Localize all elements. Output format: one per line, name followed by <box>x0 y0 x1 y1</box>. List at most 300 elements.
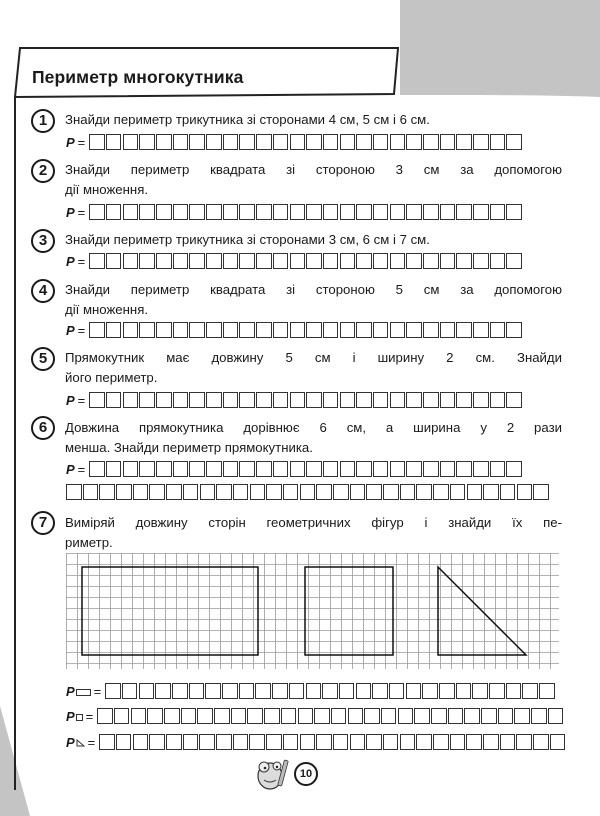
answer-cell[interactable] <box>222 683 238 699</box>
answer-cell[interactable] <box>189 134 205 150</box>
answer-cells[interactable] <box>105 683 556 699</box>
answer-cell[interactable] <box>206 322 222 338</box>
answer-cell[interactable] <box>473 204 489 220</box>
answer-cell[interactable] <box>298 708 314 724</box>
answer-cell[interactable] <box>281 708 297 724</box>
answer-cell[interactable] <box>156 134 172 150</box>
answer-cell[interactable] <box>233 734 249 750</box>
answer-cell[interactable] <box>83 484 99 500</box>
answer-cell[interactable] <box>223 204 239 220</box>
answer-cell[interactable] <box>106 253 122 269</box>
answer-cell[interactable] <box>506 322 522 338</box>
answer-cell[interactable] <box>406 204 422 220</box>
answer-cell[interactable] <box>350 734 366 750</box>
answer-cell[interactable] <box>400 484 416 500</box>
answer-cell[interactable] <box>239 204 255 220</box>
answer-cell[interactable] <box>123 461 139 477</box>
answer-cell[interactable] <box>406 683 422 699</box>
answer-cell[interactable] <box>533 484 549 500</box>
answer-cell[interactable] <box>316 484 332 500</box>
answer-cell[interactable] <box>456 392 472 408</box>
answer-cell[interactable] <box>490 253 506 269</box>
answer-cell[interactable] <box>189 461 205 477</box>
answer-cell[interactable] <box>105 683 121 699</box>
answer-cell[interactable] <box>290 134 306 150</box>
answer-cell[interactable] <box>223 134 239 150</box>
answer-cell[interactable] <box>390 461 406 477</box>
answer-cell[interactable] <box>450 734 466 750</box>
answer-cell[interactable] <box>149 734 165 750</box>
answer-cell[interactable] <box>373 322 389 338</box>
answer-cell[interactable] <box>189 392 205 408</box>
answer-cell[interactable] <box>250 484 266 500</box>
answer-cell[interactable] <box>89 134 105 150</box>
answer-cell[interactable] <box>390 322 406 338</box>
answer-cell[interactable] <box>406 392 422 408</box>
answer-cell[interactable] <box>173 134 189 150</box>
answer-cell[interactable] <box>306 683 322 699</box>
answer-cell[interactable] <box>440 461 456 477</box>
answer-cell[interactable] <box>423 461 439 477</box>
answer-cell[interactable] <box>450 484 466 500</box>
answer-cell[interactable] <box>264 708 280 724</box>
answer-cell[interactable] <box>173 204 189 220</box>
answer-cell[interactable] <box>406 134 422 150</box>
answer-cell[interactable] <box>456 253 472 269</box>
answer-cell[interactable] <box>173 322 189 338</box>
answer-cell[interactable] <box>272 683 288 699</box>
task-1-answer-row <box>66 134 523 150</box>
answer-cell[interactable] <box>472 683 488 699</box>
answer-cell[interactable] <box>156 392 172 408</box>
answer-cell[interactable] <box>372 683 388 699</box>
task-number-2: 2 <box>31 159 55 183</box>
answer-cell[interactable] <box>283 734 299 750</box>
answer-cell[interactable] <box>340 322 356 338</box>
answer-cell[interactable] <box>106 461 122 477</box>
answer-cell[interactable] <box>390 392 406 408</box>
answer-cell[interactable] <box>467 484 483 500</box>
answer-cell[interactable] <box>440 322 456 338</box>
answer-cell[interactable] <box>181 708 197 724</box>
answer-cell[interactable] <box>89 204 105 220</box>
task-4-line-1: Знайди периметр квадрата зі стороною 5 см за допомогою <box>65 282 562 297</box>
answer-cell[interactable] <box>506 683 522 699</box>
answer-cell[interactable] <box>383 734 399 750</box>
answer-cell[interactable] <box>333 484 349 500</box>
answer-cell[interactable] <box>456 683 472 699</box>
answer-cell[interactable] <box>423 134 439 150</box>
answer-cell[interactable] <box>517 484 533 500</box>
answer-cell[interactable] <box>416 484 432 500</box>
answer-cell[interactable] <box>490 322 506 338</box>
answer-cell[interactable] <box>156 322 172 338</box>
answer-cell[interactable] <box>473 392 489 408</box>
answer-cell[interactable] <box>290 204 306 220</box>
answer-cell[interactable] <box>323 253 339 269</box>
answer-cell[interactable] <box>322 683 338 699</box>
answer-cell[interactable] <box>366 484 382 500</box>
answer-cell[interactable] <box>406 461 422 477</box>
answer-cell[interactable] <box>390 204 406 220</box>
answer-cell[interactable] <box>216 484 232 500</box>
mascot-icon <box>252 754 296 794</box>
answer-cell[interactable] <box>247 708 263 724</box>
answer-cell[interactable] <box>273 253 289 269</box>
answer-cell[interactable] <box>289 683 305 699</box>
answer-cell[interactable] <box>189 683 205 699</box>
answer-cell[interactable] <box>166 734 182 750</box>
answer-cells[interactable] <box>89 461 523 477</box>
answer-cell[interactable] <box>364 708 380 724</box>
answer-cell[interactable] <box>306 322 322 338</box>
answer-cell[interactable] <box>323 134 339 150</box>
task-3-line-1: Знайди периметр трикутника зі сторонами 3 см, 6 см і 7 см. <box>65 232 430 247</box>
answer-cell[interactable] <box>239 392 255 408</box>
answer-cell[interactable] <box>506 134 522 150</box>
answer-cell[interactable] <box>390 253 406 269</box>
answer-cell[interactable] <box>266 484 282 500</box>
answer-cell[interactable] <box>66 484 82 500</box>
answer-cell[interactable] <box>106 204 122 220</box>
answer-cell[interactable] <box>273 204 289 220</box>
answer-cell[interactable] <box>373 134 389 150</box>
answer-cell[interactable] <box>373 204 389 220</box>
answer-cell[interactable] <box>356 322 372 338</box>
answer-cell[interactable] <box>106 322 122 338</box>
answer-cell[interactable] <box>290 392 306 408</box>
answer-cells[interactable] <box>99 734 566 750</box>
answer-cell[interactable] <box>123 322 139 338</box>
answer-cell[interactable] <box>156 204 172 220</box>
answer-cell[interactable] <box>256 392 272 408</box>
answer-cell[interactable] <box>506 253 522 269</box>
answer-cell[interactable] <box>456 204 472 220</box>
task-1-line-1: Знайди периметр трикутника зі сторонами 4 см, 5 см і 6 см. <box>65 112 430 127</box>
answer-cells[interactable] <box>89 322 523 338</box>
answer-cell[interactable] <box>533 734 549 750</box>
answer-cell[interactable] <box>333 734 349 750</box>
answer-cells[interactable] <box>97 708 564 724</box>
answer-cell[interactable] <box>550 734 566 750</box>
answer-cell[interactable] <box>340 461 356 477</box>
answer-label: P = <box>66 204 86 220</box>
task-number-7: 7 <box>31 511 55 535</box>
answer-cell[interactable] <box>406 253 422 269</box>
answer-cells[interactable] <box>89 204 523 220</box>
answer-cell[interactable] <box>223 461 239 477</box>
answer-cell[interactable] <box>116 484 132 500</box>
answer-cell[interactable] <box>156 461 172 477</box>
answer-cells[interactable] <box>89 134 523 150</box>
answer-cell[interactable] <box>373 392 389 408</box>
answer-cell[interactable] <box>506 461 522 477</box>
answer-cell[interactable] <box>256 134 272 150</box>
answer-cell[interactable] <box>249 734 265 750</box>
answer-cell[interactable] <box>99 484 115 500</box>
measuring-grid <box>66 553 560 670</box>
answer-cell[interactable] <box>256 253 272 269</box>
answer-cells[interactable] <box>89 253 523 269</box>
answer-cell[interactable] <box>500 734 516 750</box>
answer-cell[interactable] <box>314 708 330 724</box>
answer-cell[interactable] <box>516 734 532 750</box>
answer-cell[interactable] <box>340 253 356 269</box>
answer-cell[interactable] <box>500 484 516 500</box>
answer-cell[interactable] <box>173 392 189 408</box>
answer-cell[interactable] <box>390 134 406 150</box>
answer-cell[interactable] <box>183 484 199 500</box>
answer-cell[interactable] <box>383 484 399 500</box>
answer-cell[interactable] <box>123 392 139 408</box>
answer-cell[interactable] <box>173 461 189 477</box>
answer-cell[interactable] <box>323 461 339 477</box>
answer-cell[interactable] <box>490 134 506 150</box>
answer-cell[interactable] <box>123 134 139 150</box>
answer-cell[interactable] <box>183 734 199 750</box>
answer-cell[interactable] <box>539 683 555 699</box>
answer-cell[interactable] <box>239 134 255 150</box>
answer-cell[interactable] <box>473 322 489 338</box>
answer-cell[interactable] <box>155 683 171 699</box>
answer-cell[interactable] <box>323 322 339 338</box>
answer-cells[interactable] <box>89 392 523 408</box>
answer-cell[interactable] <box>290 322 306 338</box>
answer-cell[interactable] <box>189 322 205 338</box>
answer-cell[interactable] <box>414 708 430 724</box>
answer-cell[interactable] <box>106 134 122 150</box>
answer-cell[interactable] <box>481 708 497 724</box>
answer-cell[interactable] <box>273 322 289 338</box>
answer-cell[interactable] <box>373 253 389 269</box>
answer-cell[interactable] <box>448 708 464 724</box>
answer-cell[interactable] <box>139 392 155 408</box>
answer-cell[interactable] <box>316 734 332 750</box>
answer-label: P = <box>66 134 86 150</box>
answer-cell[interactable] <box>423 204 439 220</box>
answer-cell[interactable] <box>147 708 163 724</box>
answer-cell[interactable] <box>239 683 255 699</box>
answer-cell[interactable] <box>139 683 155 699</box>
answer-cell[interactable] <box>400 734 416 750</box>
answer-cell[interactable] <box>99 734 115 750</box>
answer-cell[interactable] <box>340 204 356 220</box>
task-6-answer-row <box>66 461 523 477</box>
answer-cell[interactable] <box>206 461 222 477</box>
answer-cell[interactable] <box>433 484 449 500</box>
answer-label: P = <box>66 392 86 408</box>
answer-cell[interactable] <box>200 484 216 500</box>
answer-cell[interactable] <box>340 134 356 150</box>
answer-cell[interactable] <box>433 734 449 750</box>
answer-cell[interactable] <box>531 708 547 724</box>
answer-cell[interactable] <box>206 204 222 220</box>
answer-cell[interactable] <box>464 708 480 724</box>
answer-cell[interactable] <box>506 204 522 220</box>
answer-cell[interactable] <box>223 253 239 269</box>
answer-cell[interactable] <box>306 461 322 477</box>
answer-cell[interactable] <box>300 484 316 500</box>
answer-cell[interactable] <box>133 734 149 750</box>
answer-cell[interactable] <box>350 484 366 500</box>
answer-cell[interactable] <box>356 461 372 477</box>
answer-cell[interactable] <box>172 683 188 699</box>
answer-cell[interactable] <box>116 734 132 750</box>
answer-cell[interactable] <box>473 134 489 150</box>
answer-cell[interactable] <box>514 708 530 724</box>
answer-cell[interactable] <box>490 461 506 477</box>
answer-cell[interactable] <box>323 204 339 220</box>
answer-cell[interactable] <box>273 134 289 150</box>
answer-cell[interactable] <box>223 392 239 408</box>
task-number-4: 4 <box>31 279 55 303</box>
answer-cell[interactable] <box>114 708 130 724</box>
answer-cell[interactable] <box>89 461 105 477</box>
answer-cell[interactable] <box>122 683 138 699</box>
answer-cell[interactable] <box>389 683 405 699</box>
answer-cell[interactable] <box>149 484 165 500</box>
answer-cell[interactable] <box>189 253 205 269</box>
answer-cell[interactable] <box>483 484 499 500</box>
answer-cell[interactable] <box>473 461 489 477</box>
answer-cell[interactable] <box>199 734 215 750</box>
answer-cell[interactable] <box>216 734 232 750</box>
answer-cell[interactable] <box>423 322 439 338</box>
answer-cell[interactable] <box>89 392 105 408</box>
answer-cell[interactable] <box>506 392 522 408</box>
answer-cell[interactable] <box>483 734 499 750</box>
answer-cell[interactable] <box>498 708 514 724</box>
answer-cell[interactable] <box>440 392 456 408</box>
answer-cell[interactable] <box>381 708 397 724</box>
answer-cell[interactable] <box>166 484 182 500</box>
answer-cell[interactable] <box>440 204 456 220</box>
answer-cell[interactable] <box>331 708 347 724</box>
answer-cell[interactable] <box>456 322 472 338</box>
answer-cell[interactable] <box>156 253 172 269</box>
answer-cell[interactable] <box>356 253 372 269</box>
answer-cell[interactable] <box>256 461 272 477</box>
answer-cell[interactable] <box>356 204 372 220</box>
answer-cell[interactable] <box>273 461 289 477</box>
answer-cell[interactable] <box>256 322 272 338</box>
answer-cell[interactable] <box>473 253 489 269</box>
answer-cell[interactable] <box>214 708 230 724</box>
answer-cell[interactable] <box>290 461 306 477</box>
answer-cell[interactable] <box>356 134 372 150</box>
answer-cell[interactable] <box>439 683 455 699</box>
answer-cell[interactable] <box>139 461 155 477</box>
answer-cell[interactable] <box>123 253 139 269</box>
answer-cell[interactable] <box>89 322 105 338</box>
answer-cell[interactable] <box>339 683 355 699</box>
answer-label: P = <box>66 322 86 338</box>
answer-cell[interactable] <box>97 708 113 724</box>
answer-cell[interactable] <box>231 708 247 724</box>
triangle-icon <box>76 739 85 747</box>
answer-cell[interactable] <box>456 461 472 477</box>
answer-cell[interactable] <box>266 734 282 750</box>
answer-cell[interactable] <box>133 484 149 500</box>
answer-cell[interactable] <box>300 734 316 750</box>
task-4-line-2: дії множення. <box>65 302 149 317</box>
answer-cell[interactable] <box>306 134 322 150</box>
task-2-line-1: Знайди периметр квадрата зі стороною 3 см за допомогою <box>65 162 562 177</box>
answer-cell[interactable] <box>239 322 255 338</box>
answer-cell[interactable] <box>206 392 222 408</box>
answer-cell[interactable] <box>205 683 221 699</box>
answer-cell[interactable] <box>239 253 255 269</box>
rectangle-perimeter-label: P = <box>66 683 102 699</box>
answer-cell[interactable] <box>373 461 389 477</box>
answer-cell[interactable] <box>422 683 438 699</box>
task-7-line-2: риметр. <box>65 535 113 550</box>
answer-cell[interactable] <box>406 322 422 338</box>
answer-cell[interactable] <box>206 253 222 269</box>
answer-cell[interactable] <box>290 253 306 269</box>
answer-cell[interactable] <box>356 683 372 699</box>
answer-cell[interactable] <box>139 134 155 150</box>
answer-cell[interactable] <box>548 708 564 724</box>
answer-cell[interactable] <box>306 392 322 408</box>
answer-cell[interactable] <box>423 392 439 408</box>
answer-cell[interactable] <box>456 134 472 150</box>
answer-cell[interactable] <box>490 392 506 408</box>
answer-cell[interactable] <box>139 204 155 220</box>
answer-cell[interactable] <box>323 392 339 408</box>
answer-cell[interactable] <box>139 253 155 269</box>
answer-cell[interactable] <box>239 461 255 477</box>
answer-cell[interactable] <box>106 392 122 408</box>
answer-cell[interactable] <box>466 734 482 750</box>
answer-cell[interactable] <box>490 204 506 220</box>
answer-cell[interactable] <box>423 253 439 269</box>
answer-cell[interactable] <box>306 204 322 220</box>
answer-cell[interactable] <box>366 734 382 750</box>
answer-cell[interactable] <box>173 253 189 269</box>
answer-cell[interactable] <box>489 683 505 699</box>
answer-cell[interactable] <box>283 484 299 500</box>
answer-cell[interactable] <box>139 322 155 338</box>
answer-cell[interactable] <box>398 708 414 724</box>
answer-cells[interactable] <box>66 484 550 500</box>
answer-cell[interactable] <box>416 734 432 750</box>
answer-cell[interactable] <box>164 708 180 724</box>
answer-cell[interactable] <box>223 322 239 338</box>
answer-cell[interactable] <box>255 683 271 699</box>
answer-cell[interactable] <box>233 484 249 500</box>
answer-cell[interactable] <box>273 392 289 408</box>
answer-cell[interactable] <box>356 392 372 408</box>
answer-cell[interactable] <box>256 204 272 220</box>
answer-cell[interactable] <box>89 253 105 269</box>
task-7-text <box>65 513 562 553</box>
task-5-line-2: його периметр. <box>65 370 158 385</box>
answer-cell[interactable] <box>206 134 222 150</box>
answer-cell[interactable] <box>440 134 456 150</box>
answer-cell[interactable] <box>131 708 147 724</box>
answer-cell[interactable] <box>340 392 356 408</box>
answer-cell[interactable] <box>440 253 456 269</box>
task-5-answer-row <box>66 392 523 408</box>
answer-cell[interactable] <box>197 708 213 724</box>
answer-cell[interactable] <box>522 683 538 699</box>
answer-cell[interactable] <box>348 708 364 724</box>
answer-cell[interactable] <box>189 204 205 220</box>
answer-cell[interactable] <box>306 253 322 269</box>
answer-cell[interactable] <box>431 708 447 724</box>
answer-cell[interactable] <box>123 204 139 220</box>
